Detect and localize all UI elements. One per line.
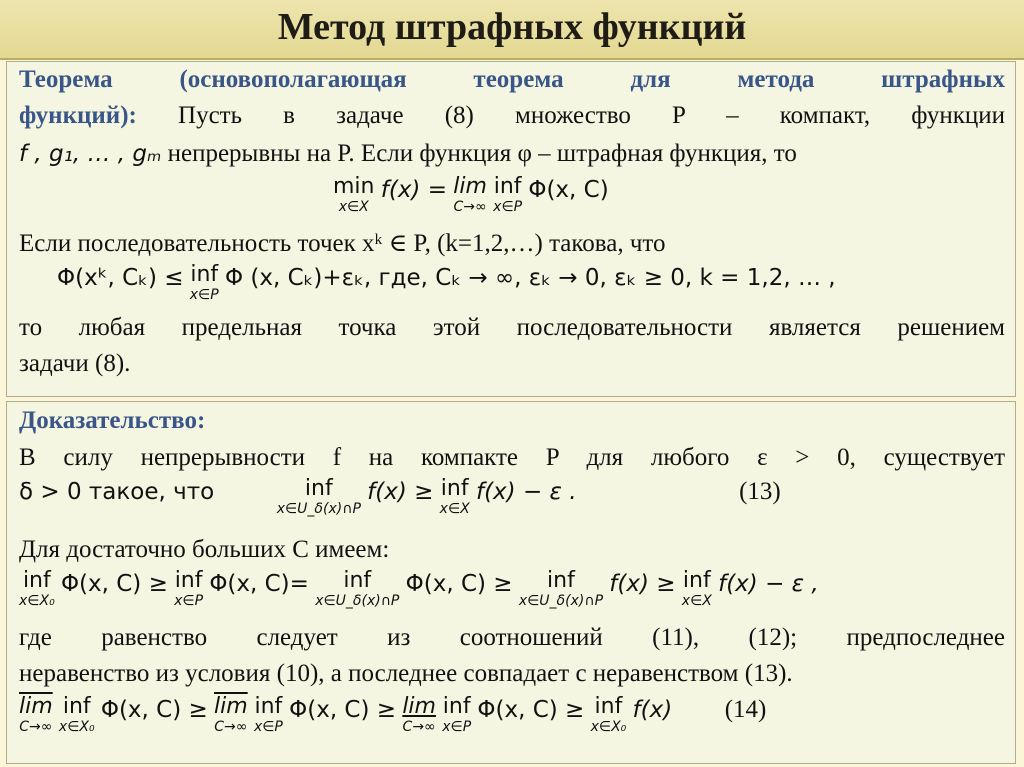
inf-operator: inf x∈X: [681, 568, 712, 609]
theorem-text-5: Если последовательность точек xᵏ ∈ P, (k=1,2,…) такова, что: [19, 230, 666, 257]
theorem-text-7: то любая предельная точка этой последовательности является решением: [19, 314, 1005, 341]
proof-text-2: В силу непрерывности f на компакте P для любого ε > 0, существует: [19, 444, 1005, 471]
formula-1-rhs: Φ(x, C): [528, 177, 609, 203]
chain-2-c: Φ(x, C) ≥: [477, 697, 585, 723]
chain-2-d: f(x): [632, 697, 673, 723]
proof-line-3: [19, 478, 781, 516]
title-bar: [0, 0, 1024, 60]
chain-1-a: Φ(x, C) ≥: [60, 571, 168, 597]
inf-operator: inf x∈P: [253, 694, 283, 735]
proof-line-3-mid: f(x) ≥: [367, 479, 434, 505]
theorem-line-2: [19, 102, 1005, 130]
inf-operator: inf x∈X₀: [58, 694, 95, 735]
proof-chain-2: [19, 696, 766, 734]
inf-operator: inf x∈U_δ(x)∩P: [276, 476, 361, 517]
equation-number-13: (13): [739, 478, 781, 505]
inf-operator: inf x∈P: [442, 694, 472, 735]
formula-2-rhs: Φ (x, Cₖ)+εₖ, где, Cₖ → ∞, εₖ → 0, εₖ ≥ 0, k = 1,2, … ,: [224, 265, 836, 291]
chain-1-e: f(x) − ε ,: [718, 571, 819, 597]
lim-sup-operator: $\overline{lim}$ C→∞: [214, 694, 248, 735]
theorem-text-2: Пусть в задаче (8) множество P – компакт, функции: [178, 102, 1005, 129]
proof-line-3-post: f(x) − ε .: [475, 479, 577, 505]
theorem-functions: f , g₁, … , gₘ: [19, 141, 162, 167]
formula-2-lhs: Φ(xᵏ, Cₖ) ≤: [57, 265, 184, 291]
lim-operator: lim C→∞: [453, 174, 487, 215]
inf-operator: inf x∈X₀: [590, 694, 627, 735]
formula-1: [333, 176, 609, 214]
lim-inf-operator: lim C→∞: [402, 694, 436, 735]
theorem-box: [6, 61, 1016, 397]
inf-operator: inf x∈X: [439, 476, 470, 517]
inf-operator: inf x∈U_δ(x)∩P: [518, 568, 604, 609]
proof-box: [6, 401, 1016, 764]
formula-2: [57, 264, 836, 302]
chain-1-b: Φ(x, C)=: [209, 571, 309, 597]
proof-heading: Доказательство:: [19, 407, 206, 434]
slide-title: Метод штрафных функций: [277, 6, 747, 48]
inf-operator: inf x∈P: [493, 174, 523, 215]
inf-operator: inf x∈U_δ(x)∩P: [315, 568, 400, 609]
equation-number-14: (14): [724, 696, 767, 723]
theorem-heading-line1: Теорема (основополагающая теорема для метода штрафных: [19, 66, 1005, 93]
inf-operator: inf x∈P: [174, 568, 204, 609]
inf-operator: inf x∈P: [189, 262, 219, 303]
inf-operator: inf x∈X₀: [19, 568, 55, 609]
proof-text-4: Для достаточно больших C имеем:: [19, 536, 390, 563]
proof-text-7: неравенство из условия (10), а последнее совпадает с неравенством (13).: [19, 660, 793, 687]
theorem-line-3: [19, 140, 797, 168]
proof-text-6: где равенство следует из соотношений (11), (12); предпоследнее: [19, 624, 1005, 651]
chain-1-c: Φ(x, C) ≥: [405, 571, 513, 597]
formula-1-lhs: f(x) =: [380, 177, 447, 203]
theorem-text-3: непрерывны на P. Если функция φ – штрафная функция, то: [167, 140, 797, 167]
proof-chain-1: [19, 570, 819, 608]
chain-1-d: f(x) ≥: [609, 571, 676, 597]
theorem-heading-line2: функций):: [19, 102, 137, 129]
lim-sup-operator: $\overline{lim}$ C→∞: [19, 694, 53, 735]
chain-2-a: Φ(x, C) ≥: [100, 697, 208, 723]
proof-line-3-pre: δ > 0 такое, что: [19, 479, 215, 505]
theorem-text-8: задачи (8).: [19, 350, 131, 377]
chain-2-b: Φ(x, C) ≥: [289, 697, 397, 723]
min-operator: min x∈X: [333, 174, 375, 215]
